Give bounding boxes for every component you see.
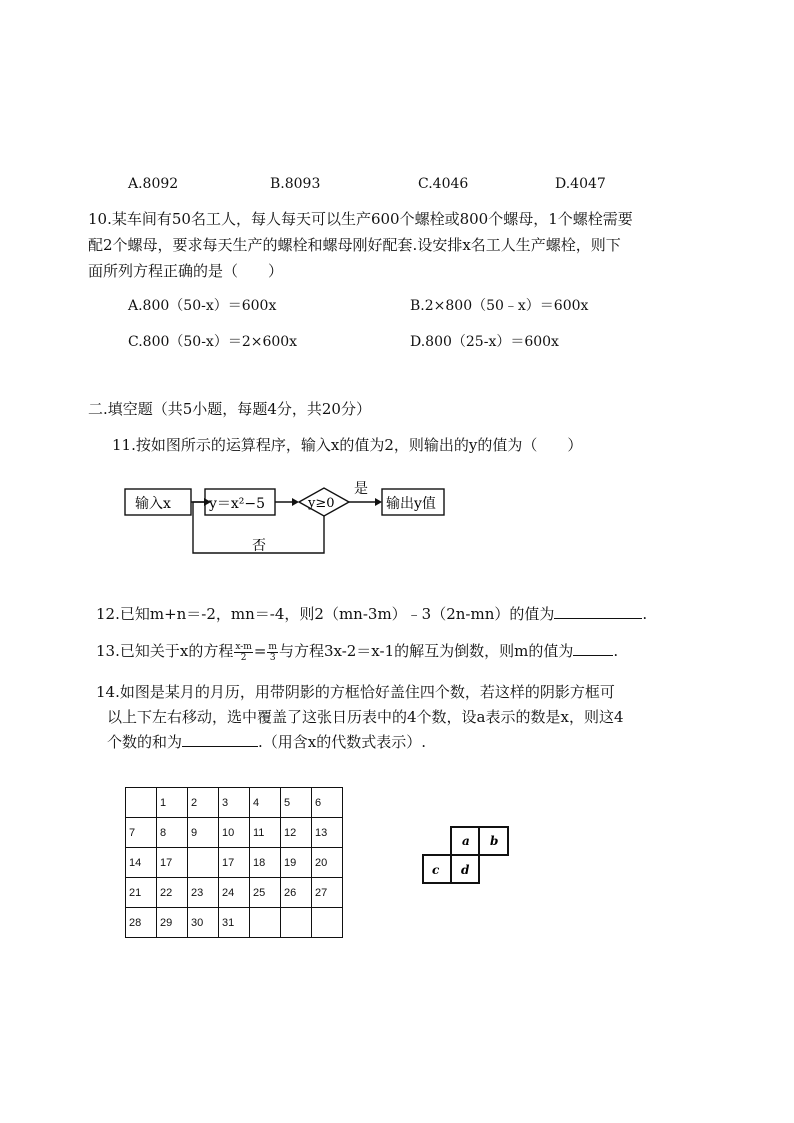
q13-part1: 13.已知关于x的方程 bbox=[96, 642, 234, 660]
calendar-cell: 18 bbox=[250, 848, 281, 878]
calendar-cell: 9 bbox=[188, 818, 219, 848]
calendar-cell: 24 bbox=[219, 878, 250, 908]
flow-no-label: 否 bbox=[252, 538, 266, 554]
shape-label-b: b bbox=[490, 834, 499, 848]
q11-stem: 11.按如图所示的运算程序，输入x的值为2，则输出的y的值为（ ） bbox=[112, 436, 583, 454]
shape-label-a: a bbox=[462, 834, 470, 848]
q13-frac2-den: 3 bbox=[269, 652, 276, 663]
q13-equals: = bbox=[253, 642, 267, 660]
q12-end: . bbox=[642, 605, 648, 623]
calendar-cell: 12 bbox=[281, 818, 312, 848]
calendar-cell: 5 bbox=[281, 788, 312, 818]
calendar-cell: 2 bbox=[188, 788, 219, 818]
calendar-cell: 17 bbox=[157, 848, 188, 878]
calendar-cell: 3 bbox=[219, 788, 250, 818]
calendar-cell: 1 bbox=[157, 788, 188, 818]
q14-line3-a: 个数的和为 bbox=[107, 733, 183, 751]
calendar-cell: 7 bbox=[126, 818, 157, 848]
section-heading: 二.填空题（共5小题，每题4分，共20分） bbox=[88, 400, 371, 418]
q9-option-c: C.4046 bbox=[418, 176, 469, 192]
calendar-cell: 11 bbox=[250, 818, 281, 848]
calendar-cell: 14 bbox=[126, 848, 157, 878]
calendar-cell: 28 bbox=[126, 908, 157, 938]
calendar-cell: 19 bbox=[281, 848, 312, 878]
q10-stem-line1: 10.某车间有50名工人，每人每天可以生产600个螺栓或800个螺母，1个螺栓需要 bbox=[88, 210, 633, 228]
shape-label-d: d bbox=[461, 863, 470, 877]
flow-output-label: 输出y值 bbox=[386, 496, 436, 512]
calendar-cell: 17 bbox=[219, 848, 250, 878]
calendar-cell: 20 bbox=[312, 848, 343, 878]
q12-answer-blank bbox=[554, 604, 642, 619]
q12-stem bbox=[96, 603, 647, 624]
q13-frac1-den: 2 bbox=[240, 652, 247, 663]
calendar-cell: 30 bbox=[188, 908, 219, 938]
q14-line3-b: .（用含x的代数式表示）. bbox=[258, 733, 427, 751]
calendar-cell bbox=[188, 848, 219, 878]
q12-text: 12.已知m+n＝-2，mn＝-4，则2（mn-3m）﹣3（2n-mn）的值为 bbox=[96, 605, 555, 623]
calendar-row bbox=[126, 878, 343, 908]
q9-option-b: B.8093 bbox=[270, 176, 321, 192]
calendar-cell: 8 bbox=[157, 818, 188, 848]
flowchart bbox=[120, 475, 450, 557]
calendar-cell bbox=[312, 908, 343, 938]
calendar-row bbox=[126, 908, 343, 938]
calendar-cell: 10 bbox=[219, 818, 250, 848]
cover-shape bbox=[420, 824, 514, 886]
calendar-cell: 21 bbox=[126, 878, 157, 908]
calendar-cell: 13 bbox=[312, 818, 343, 848]
calendar-cell: 29 bbox=[157, 908, 188, 938]
q14-answer-blank bbox=[182, 732, 258, 747]
calendar-cell: 26 bbox=[281, 878, 312, 908]
calendar-cell: 23 bbox=[188, 878, 219, 908]
calendar-table bbox=[125, 787, 343, 938]
q13-fraction-2 bbox=[267, 642, 278, 663]
calendar-cell: 31 bbox=[219, 908, 250, 938]
q10-stem-line3: 面所列方程正确的是（ ） bbox=[88, 262, 284, 280]
q10-option-b: B.2×800（50﹣x）＝600x bbox=[410, 298, 589, 314]
flow-formula-label: y＝x²−5 bbox=[209, 496, 266, 512]
calendar-cell bbox=[281, 908, 312, 938]
calendar-row bbox=[126, 788, 343, 818]
q13-fraction-1 bbox=[234, 642, 253, 663]
q13-frac2-num: m bbox=[268, 641, 277, 652]
q10-option-a: A.800（50-x）＝600x bbox=[128, 298, 277, 314]
calendar-cell: 27 bbox=[312, 878, 343, 908]
calendar-cell: 6 bbox=[312, 788, 343, 818]
q14-line1: 14.如图是某月的月历，用带阴影的方框恰好盖住四个数，若这样的阴影方框可 bbox=[96, 683, 615, 701]
calendar-cell: 25 bbox=[250, 878, 281, 908]
q9-option-a: A.8092 bbox=[128, 176, 179, 192]
q14-line2: 以上下左右移动，选中覆盖了这张日历表中的4个数，设a表示的数是x，则这4 bbox=[107, 708, 624, 726]
flow-condition-label: y≥0 bbox=[308, 496, 335, 511]
q10-stem-line2: 配2个螺母，要求每天生产的螺栓和螺母刚好配套.设安排x名工人生产螺栓，则下 bbox=[88, 236, 621, 254]
q13-answer-blank bbox=[573, 641, 613, 656]
q14-line3 bbox=[107, 731, 426, 752]
calendar-cell: 22 bbox=[157, 878, 188, 908]
calendar-cell: 4 bbox=[250, 788, 281, 818]
q13-end: . bbox=[613, 642, 619, 660]
shape-label-c: c bbox=[432, 863, 440, 877]
calendar-row bbox=[126, 848, 343, 878]
q10-option-c: C.800（50-x）＝2×600x bbox=[128, 334, 298, 350]
q13-part2: 与方程3x-2＝x-1的解互为倒数，则m的值为 bbox=[278, 642, 574, 660]
flow-yes-label: 是 bbox=[354, 481, 368, 497]
q10-option-d: D.800（25-x）＝600x bbox=[410, 334, 559, 350]
q13-frac1-num: x-m bbox=[235, 641, 252, 652]
flow-input-label: 输入x bbox=[135, 496, 171, 512]
q9-option-d: D.4047 bbox=[555, 176, 606, 192]
calendar-row bbox=[126, 818, 343, 848]
calendar-cell bbox=[126, 788, 157, 818]
q13-stem bbox=[96, 640, 618, 663]
calendar-cell bbox=[250, 908, 281, 938]
